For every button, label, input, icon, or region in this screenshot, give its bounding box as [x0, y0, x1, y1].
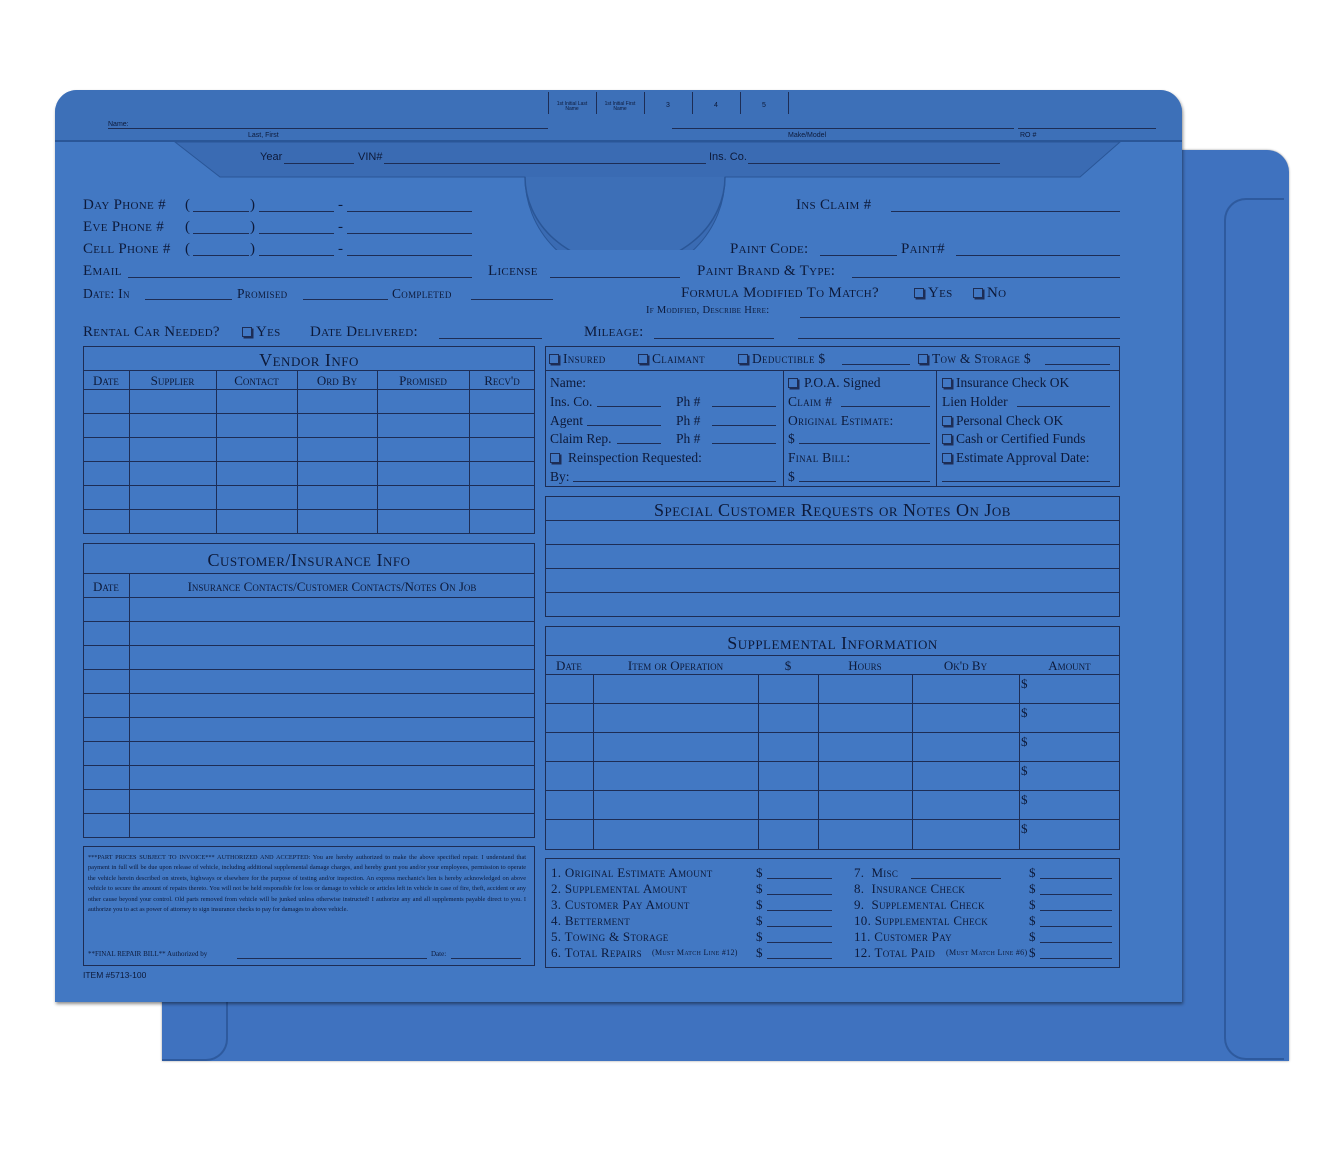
by-label: By:: [550, 469, 570, 484]
misc-line[interactable]: [911, 878, 1001, 879]
mileage-line[interactable]: [654, 338, 774, 339]
reinspection-checkbox[interactable]: Reinspection Requested:: [550, 451, 702, 465]
name-line[interactable]: [108, 128, 548, 129]
final-bill-date-line[interactable]: [451, 958, 521, 959]
customer-col-notes: Insurance Contacts/Customer Contacts/Notes On Job: [187, 579, 477, 594]
tow-storage-checkbox[interactable]: Tow & Storage $: [918, 352, 1031, 366]
final-bill-date-label: Date:: [431, 950, 447, 958]
ins-co-label: Ins. Co.: [709, 151, 747, 163]
final-bill-dollar: $: [788, 469, 795, 484]
tab-num-3: 3: [666, 102, 670, 109]
original-estimate-label: Original Estimate:: [788, 413, 894, 428]
ph-line-2[interactable]: [712, 425, 776, 426]
vin-label: VIN#: [358, 151, 383, 163]
last-first-label: Last, First: [248, 132, 279, 139]
ins-co-field-line[interactable]: [597, 406, 661, 407]
item-number: ITEM #5713-100: [83, 970, 147, 980]
mileage-label: Mileage:: [584, 324, 644, 340]
ph-line-1[interactable]: [712, 406, 776, 407]
ro-label: RO #: [1020, 132, 1037, 139]
claim-rep-label: Claim Rep.: [550, 431, 612, 446]
legal-text: ***PART PRICES SUBJECT TO INVOICE*** AUTHORIZED AND ACCEPTED: You are hereby authorized to make the above specified repair. I understand that payment in full will be due upon release of vehicle, including additional supplemental damage charges, and hereby grant you and/or your employees, permission to operate the vehicle herein described on streets, highways or elsewhere for the purpose of testing and/or inspection. An express mechanic's lien is hereby acknowledged on above vehicle to secure the amount of repairs thereto. You will not be held responsible for loss or damage to vehicle or articles left in vehicle in case of fire, theft, accident or any other cause beyond your control. Old parts removed from vehicle will be junked unless otherwise instructed! I authorize any and all supplements payable direct to you. I authorize you to act as power of attorney to sign insurance checks to pay for damages to above vehicle.: [88, 854, 526, 914]
ph-label-2: Ph #: [676, 413, 701, 428]
paint-brand-label: Paint Brand & Type:: [697, 263, 836, 279]
date-in-label: Date: In: [83, 286, 130, 301]
vin-line[interactable]: [384, 163, 706, 164]
date-in-line[interactable]: [145, 299, 232, 300]
customer-info-title: Customer/Insurance Info: [207, 550, 411, 570]
if-modified-label: If Modified, Describe Here:: [646, 305, 770, 316]
ph-label-3: Ph #: [676, 431, 701, 446]
email-line[interactable]: [128, 277, 472, 278]
tow-storage-line[interactable]: [1045, 364, 1110, 365]
ins-name-label: Name:: [550, 375, 586, 390]
paint-num-label: Paint#: [901, 241, 945, 257]
deductible-line[interactable]: [842, 364, 910, 365]
claimant-checkbox[interactable]: Claimant: [638, 352, 705, 366]
special-requests-title: Special Customer Requests or Notes On Job: [654, 500, 1011, 520]
describe-line-2[interactable]: [798, 338, 1120, 339]
ins-claim-label: Ins Claim #: [796, 197, 872, 213]
formula-yes-checkbox[interactable]: Yes: [914, 286, 953, 301]
original-estimate-line[interactable]: [799, 443, 930, 444]
final-bill-authorized-label: **FINAL REPAIR BILL** Authorized by: [88, 950, 208, 958]
rental-car-label: Rental Car Needed?: [83, 324, 220, 340]
personal-check-checkbox[interactable]: Personal Check OK: [942, 414, 1063, 428]
date-delivered-line[interactable]: [439, 338, 542, 339]
eve-phone-label: Eve Phone #: [83, 219, 165, 235]
day-phone-label: Day Phone #: [83, 197, 166, 213]
license-label: License: [488, 263, 538, 279]
tab-num-5: 5: [762, 102, 766, 109]
agent-label: Agent: [550, 413, 583, 428]
poa-checkbox[interactable]: P.O.A. Signed: [788, 376, 881, 390]
authorized-by-line[interactable]: [237, 958, 427, 959]
name-label: Name:: [108, 121, 129, 128]
license-line[interactable]: [550, 277, 680, 278]
agent-line[interactable]: [587, 425, 661, 426]
cash-certified-checkbox[interactable]: Cash or Certified Funds: [942, 432, 1085, 446]
by-line[interactable]: [573, 481, 776, 482]
rental-yes-checkbox[interactable]: Yes: [242, 325, 281, 340]
make-model-line[interactable]: [672, 128, 1014, 129]
lien-holder-line[interactable]: [1017, 406, 1110, 407]
original-estimate-dollar: $: [788, 431, 795, 446]
ins-co-line[interactable]: [748, 163, 1000, 164]
final-bill-label: Final Bill:: [788, 450, 851, 465]
back-folder-pocket: [1224, 198, 1284, 1060]
insurance-check-checkbox[interactable]: Insurance Check OK: [942, 376, 1069, 390]
lien-holder-label: Lien Holder: [942, 394, 1008, 409]
formula-label: Formula Modified To Match?: [681, 285, 879, 301]
formula-no-checkbox[interactable]: No: [973, 286, 1006, 301]
estimate-approval-line[interactable]: [942, 481, 1110, 482]
ro-line[interactable]: [1018, 128, 1156, 129]
promised-line[interactable]: [303, 299, 388, 300]
final-bill-line[interactable]: [799, 481, 930, 482]
paint-num-line[interactable]: [956, 255, 1120, 256]
promised-label: Promised: [237, 286, 288, 301]
tab-num-4: 4: [714, 102, 718, 109]
date-delivered-label: Date Delivered:: [310, 324, 419, 340]
customer-col-date: Date: [93, 579, 119, 594]
year-line[interactable]: [284, 163, 354, 164]
claim-rep-line[interactable]: [617, 443, 661, 444]
completed-label: Completed: [392, 286, 452, 301]
claim-num-line[interactable]: [841, 406, 930, 407]
make-model-label: Make/Model: [788, 132, 827, 139]
folder-cutout-shape: [55, 90, 1182, 250]
email-label: Email: [83, 263, 122, 279]
tab-initial-first: 1st Initial First Name: [604, 101, 636, 112]
completed-line[interactable]: [471, 299, 553, 300]
paint-code-line[interactable]: [820, 255, 897, 256]
ins-claim-line[interactable]: [891, 211, 1120, 212]
claim-num-label: Claim #: [788, 394, 833, 409]
ins-co-field-label: Ins. Co.: [550, 394, 593, 409]
paint-brand-line[interactable]: [852, 277, 1120, 278]
ph-line-3[interactable]: [712, 443, 776, 444]
describe-line-1[interactable]: [800, 317, 1120, 318]
back-folder-corner: [162, 1000, 228, 1061]
tab-initial-last: 1st Initial Last Name: [556, 101, 588, 112]
supplemental-title: Supplemental Information: [727, 633, 938, 653]
year-label: Year: [260, 151, 283, 163]
paint-code-label: Paint Code:: [730, 241, 809, 257]
cell-phone-label: Cell Phone #: [83, 241, 171, 257]
deductible-checkbox[interactable]: Deductible $: [738, 352, 825, 366]
insured-checkbox[interactable]: Insured: [549, 352, 606, 366]
vendor-info-title: Vendor Info: [259, 350, 359, 370]
estimate-approval-checkbox[interactable]: Estimate Approval Date:: [942, 451, 1089, 465]
ph-label-1: Ph #: [676, 394, 701, 409]
